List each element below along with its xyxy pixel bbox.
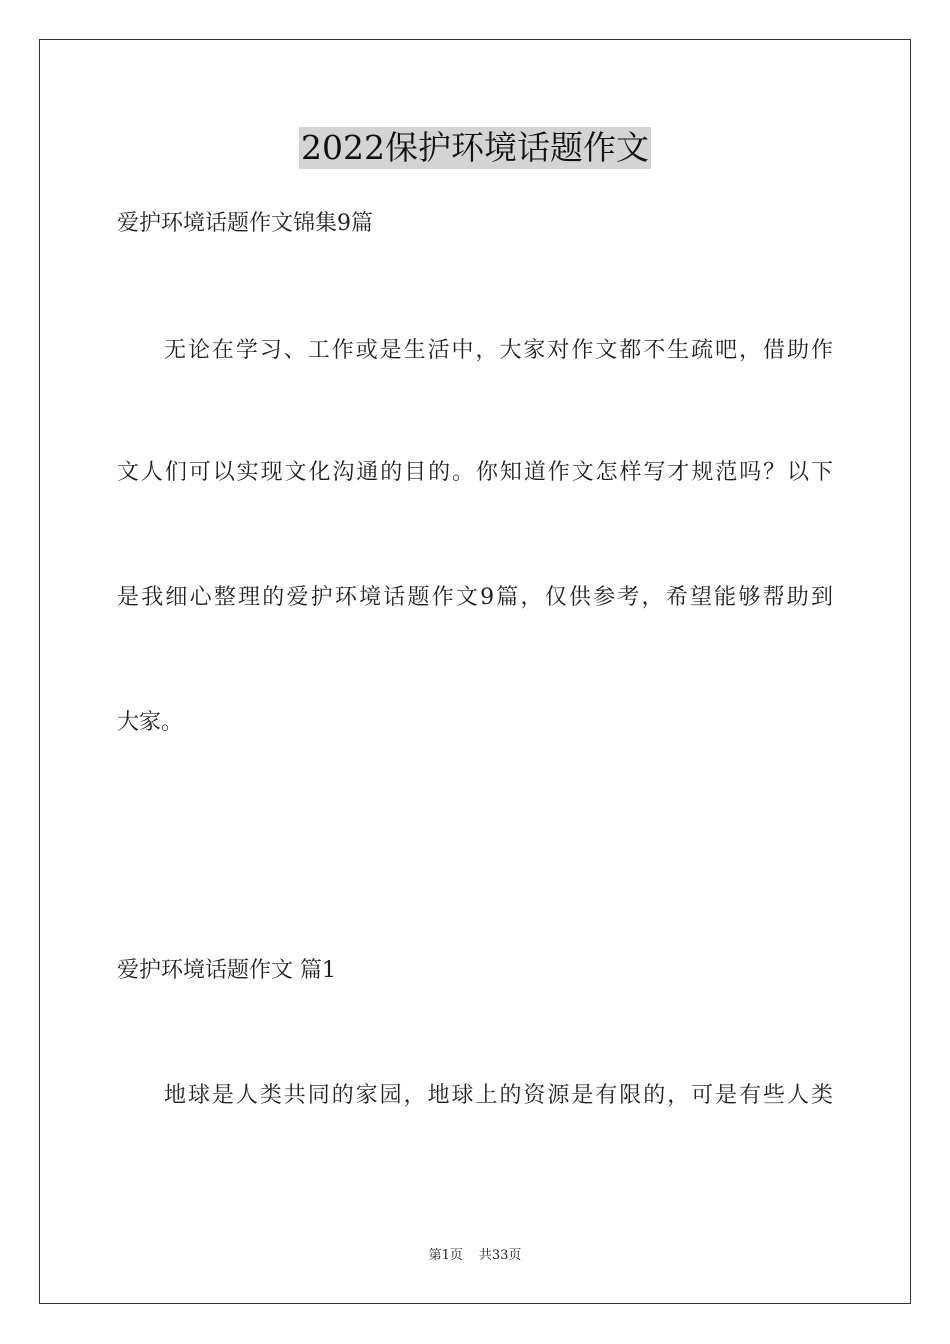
section-heading: 爱护环境话题作文 篇1 [117, 958, 336, 983]
intro-line-4: 大家。 [117, 710, 184, 735]
document-title: 2022保护环境话题作文 [301, 128, 649, 167]
page-number: 第1页 [428, 1248, 463, 1263]
title-container [0, 127, 950, 169]
intro-line-3: 是我细心整理的爱护环境话题作文9篇，仅供参考，希望能够帮助到 [117, 585, 833, 610]
section-line-1: 地球是人类共同的家园，地球上的资源是有限的，可是有些人类 [164, 1083, 833, 1108]
document-subtitle: 爱护环境话题作文锦集9篇 [117, 211, 373, 236]
intro-line-1: 无论在学习、工作或是生活中，大家对作文都不生疏吧，借助作 [164, 338, 833, 363]
page-footer [0, 1247, 950, 1265]
page-total: 共33页 [478, 1248, 522, 1263]
intro-line-2: 文人们可以实现文化沟通的目的。你知道作文怎样写才规范吗？以下 [117, 460, 833, 485]
